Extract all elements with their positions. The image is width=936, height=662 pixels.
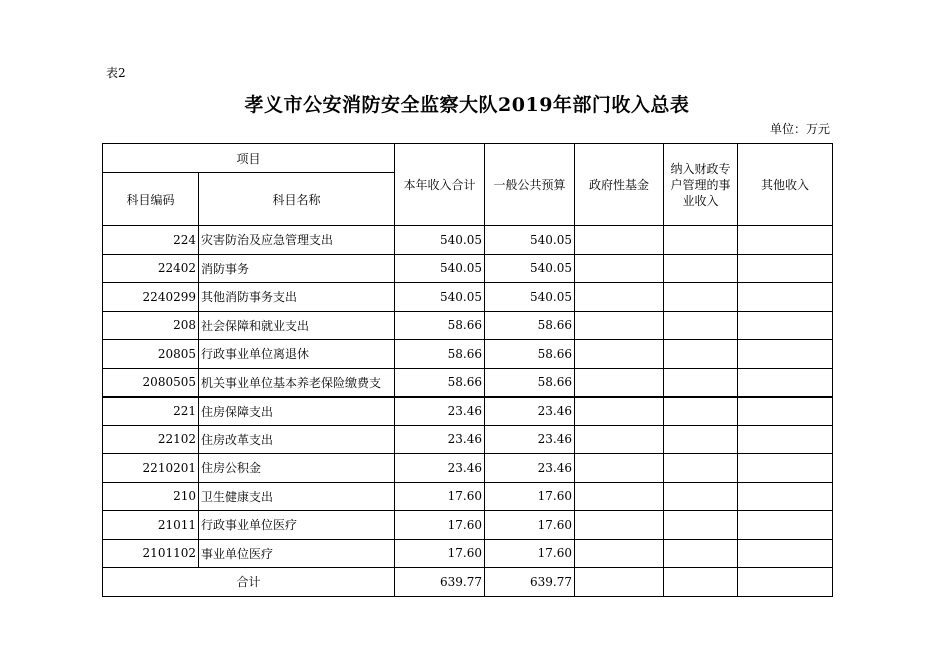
row-code: 2080505 <box>103 368 199 397</box>
row-general: 23.46 <box>485 397 575 426</box>
row-general: 17.60 <box>485 539 575 568</box>
table-row <box>103 340 833 369</box>
row-code: 20805 <box>103 340 199 369</box>
row-total: 17.60 <box>395 482 485 511</box>
row-other <box>738 226 833 255</box>
row-name: 卫生健康支出 <box>199 482 395 511</box>
row-other <box>738 539 833 568</box>
row-code: 210 <box>103 482 199 511</box>
table-row <box>103 226 833 255</box>
row-general: 17.60 <box>485 511 575 540</box>
row-code: 2240299 <box>103 283 199 312</box>
row-general: 23.46 <box>485 425 575 454</box>
row-total: 540.05 <box>395 283 485 312</box>
row-gov-fund <box>575 425 664 454</box>
table-row <box>103 482 833 511</box>
table-row <box>103 539 833 568</box>
row-general: 540.05 <box>485 226 575 255</box>
row-name: 事业单位医疗 <box>199 539 395 568</box>
table-row <box>103 511 833 540</box>
row-gov-fund <box>575 368 664 397</box>
header-code: 科目编码 <box>103 173 199 226</box>
row-general: 17.60 <box>485 482 575 511</box>
row-name: 行政事业单位医疗 <box>199 511 395 540</box>
row-other <box>738 397 833 426</box>
row-name: 住房公积金 <box>199 454 395 483</box>
row-finance <box>664 539 738 568</box>
row-general: 540.05 <box>485 254 575 283</box>
header-name: 科目名称 <box>199 173 395 226</box>
row-total: 58.66 <box>395 368 485 397</box>
page-title: 孝义市公安消防安全监察大队2019年部门收入总表 <box>244 94 690 116</box>
row-total: 540.05 <box>395 254 485 283</box>
row-other <box>738 368 833 397</box>
row-code: 221 <box>103 397 199 426</box>
row-name: 消防事务 <box>199 254 395 283</box>
row-gov-fund <box>575 226 664 255</box>
row-other <box>738 254 833 283</box>
row-finance <box>664 311 738 340</box>
row-general: 58.66 <box>485 311 575 340</box>
row-total: 17.60 <box>395 511 485 540</box>
row-finance <box>664 283 738 312</box>
table-row <box>103 454 833 483</box>
row-name: 行政事业单位离退休 <box>199 340 395 369</box>
row-total: 23.46 <box>395 397 485 426</box>
row-other <box>738 511 833 540</box>
row-gov-fund <box>575 283 664 312</box>
income-summary-table <box>102 143 833 597</box>
row-total: 23.46 <box>395 454 485 483</box>
row-gov-fund <box>575 311 664 340</box>
row-other <box>738 340 833 369</box>
row-other <box>738 425 833 454</box>
row-finance <box>664 368 738 397</box>
row-name: 住房保障支出 <box>199 397 395 426</box>
row-finance <box>664 340 738 369</box>
row-name: 社会保障和就业支出 <box>199 311 395 340</box>
row-finance <box>664 482 738 511</box>
row-finance <box>664 454 738 483</box>
row-code: 208 <box>103 311 199 340</box>
row-other <box>738 454 833 483</box>
table-row <box>103 397 833 426</box>
row-code: 224 <box>103 226 199 255</box>
row-other <box>738 283 833 312</box>
row-code: 22402 <box>103 254 199 283</box>
header-finance-account: 纳入财政专户管理的事业收入 <box>664 144 738 226</box>
row-general: 540.05 <box>485 283 575 312</box>
header-gov-fund: 政府性基金 <box>575 144 664 226</box>
row-finance <box>664 397 738 426</box>
table-row <box>103 311 833 340</box>
row-code: 21011 <box>103 511 199 540</box>
row-finance <box>664 226 738 255</box>
row-finance <box>664 254 738 283</box>
row-total: 58.66 <box>395 311 485 340</box>
row-name: 机关事业单位基本养老保险缴费支 <box>199 368 395 397</box>
row-gov-fund <box>575 397 664 426</box>
row-gov-fund <box>575 539 664 568</box>
row-total: 58.66 <box>395 340 485 369</box>
header-project: 项目 <box>103 144 395 173</box>
table-row <box>103 368 833 397</box>
summary-label: 合计 <box>103 568 395 597</box>
row-gov-fund <box>575 511 664 540</box>
summary-gov-fund <box>575 568 664 597</box>
summary-total: 639.77 <box>395 568 485 597</box>
summary-general: 639.77 <box>485 568 575 597</box>
row-code: 2101102 <box>103 539 199 568</box>
unit-label: 单位：万元 <box>769 122 830 136</box>
row-gov-fund <box>575 454 664 483</box>
row-other <box>738 482 833 511</box>
row-name: 灾害防治及应急管理支出 <box>199 226 395 255</box>
row-total: 23.46 <box>395 425 485 454</box>
row-code: 22102 <box>103 425 199 454</box>
table-number-label: 表2 <box>106 66 126 80</box>
header-total: 本年收入合计 <box>395 144 485 226</box>
row-general: 58.66 <box>485 368 575 397</box>
table-row <box>103 425 833 454</box>
table-row <box>103 254 833 283</box>
summary-other <box>738 568 833 597</box>
row-finance <box>664 511 738 540</box>
row-finance <box>664 425 738 454</box>
row-gov-fund <box>575 482 664 511</box>
row-general: 58.66 <box>485 340 575 369</box>
row-gov-fund <box>575 254 664 283</box>
table-row <box>103 283 833 312</box>
header-general-budget: 一般公共预算 <box>485 144 575 226</box>
row-total: 540.05 <box>395 226 485 255</box>
row-general: 23.46 <box>485 454 575 483</box>
header-other-income: 其他收入 <box>738 144 833 226</box>
row-name: 其他消防事务支出 <box>199 283 395 312</box>
summary-finance <box>664 568 738 597</box>
row-code: 2210201 <box>103 454 199 483</box>
row-total: 17.60 <box>395 539 485 568</box>
row-other <box>738 311 833 340</box>
row-gov-fund <box>575 340 664 369</box>
row-name: 住房改革支出 <box>199 425 395 454</box>
